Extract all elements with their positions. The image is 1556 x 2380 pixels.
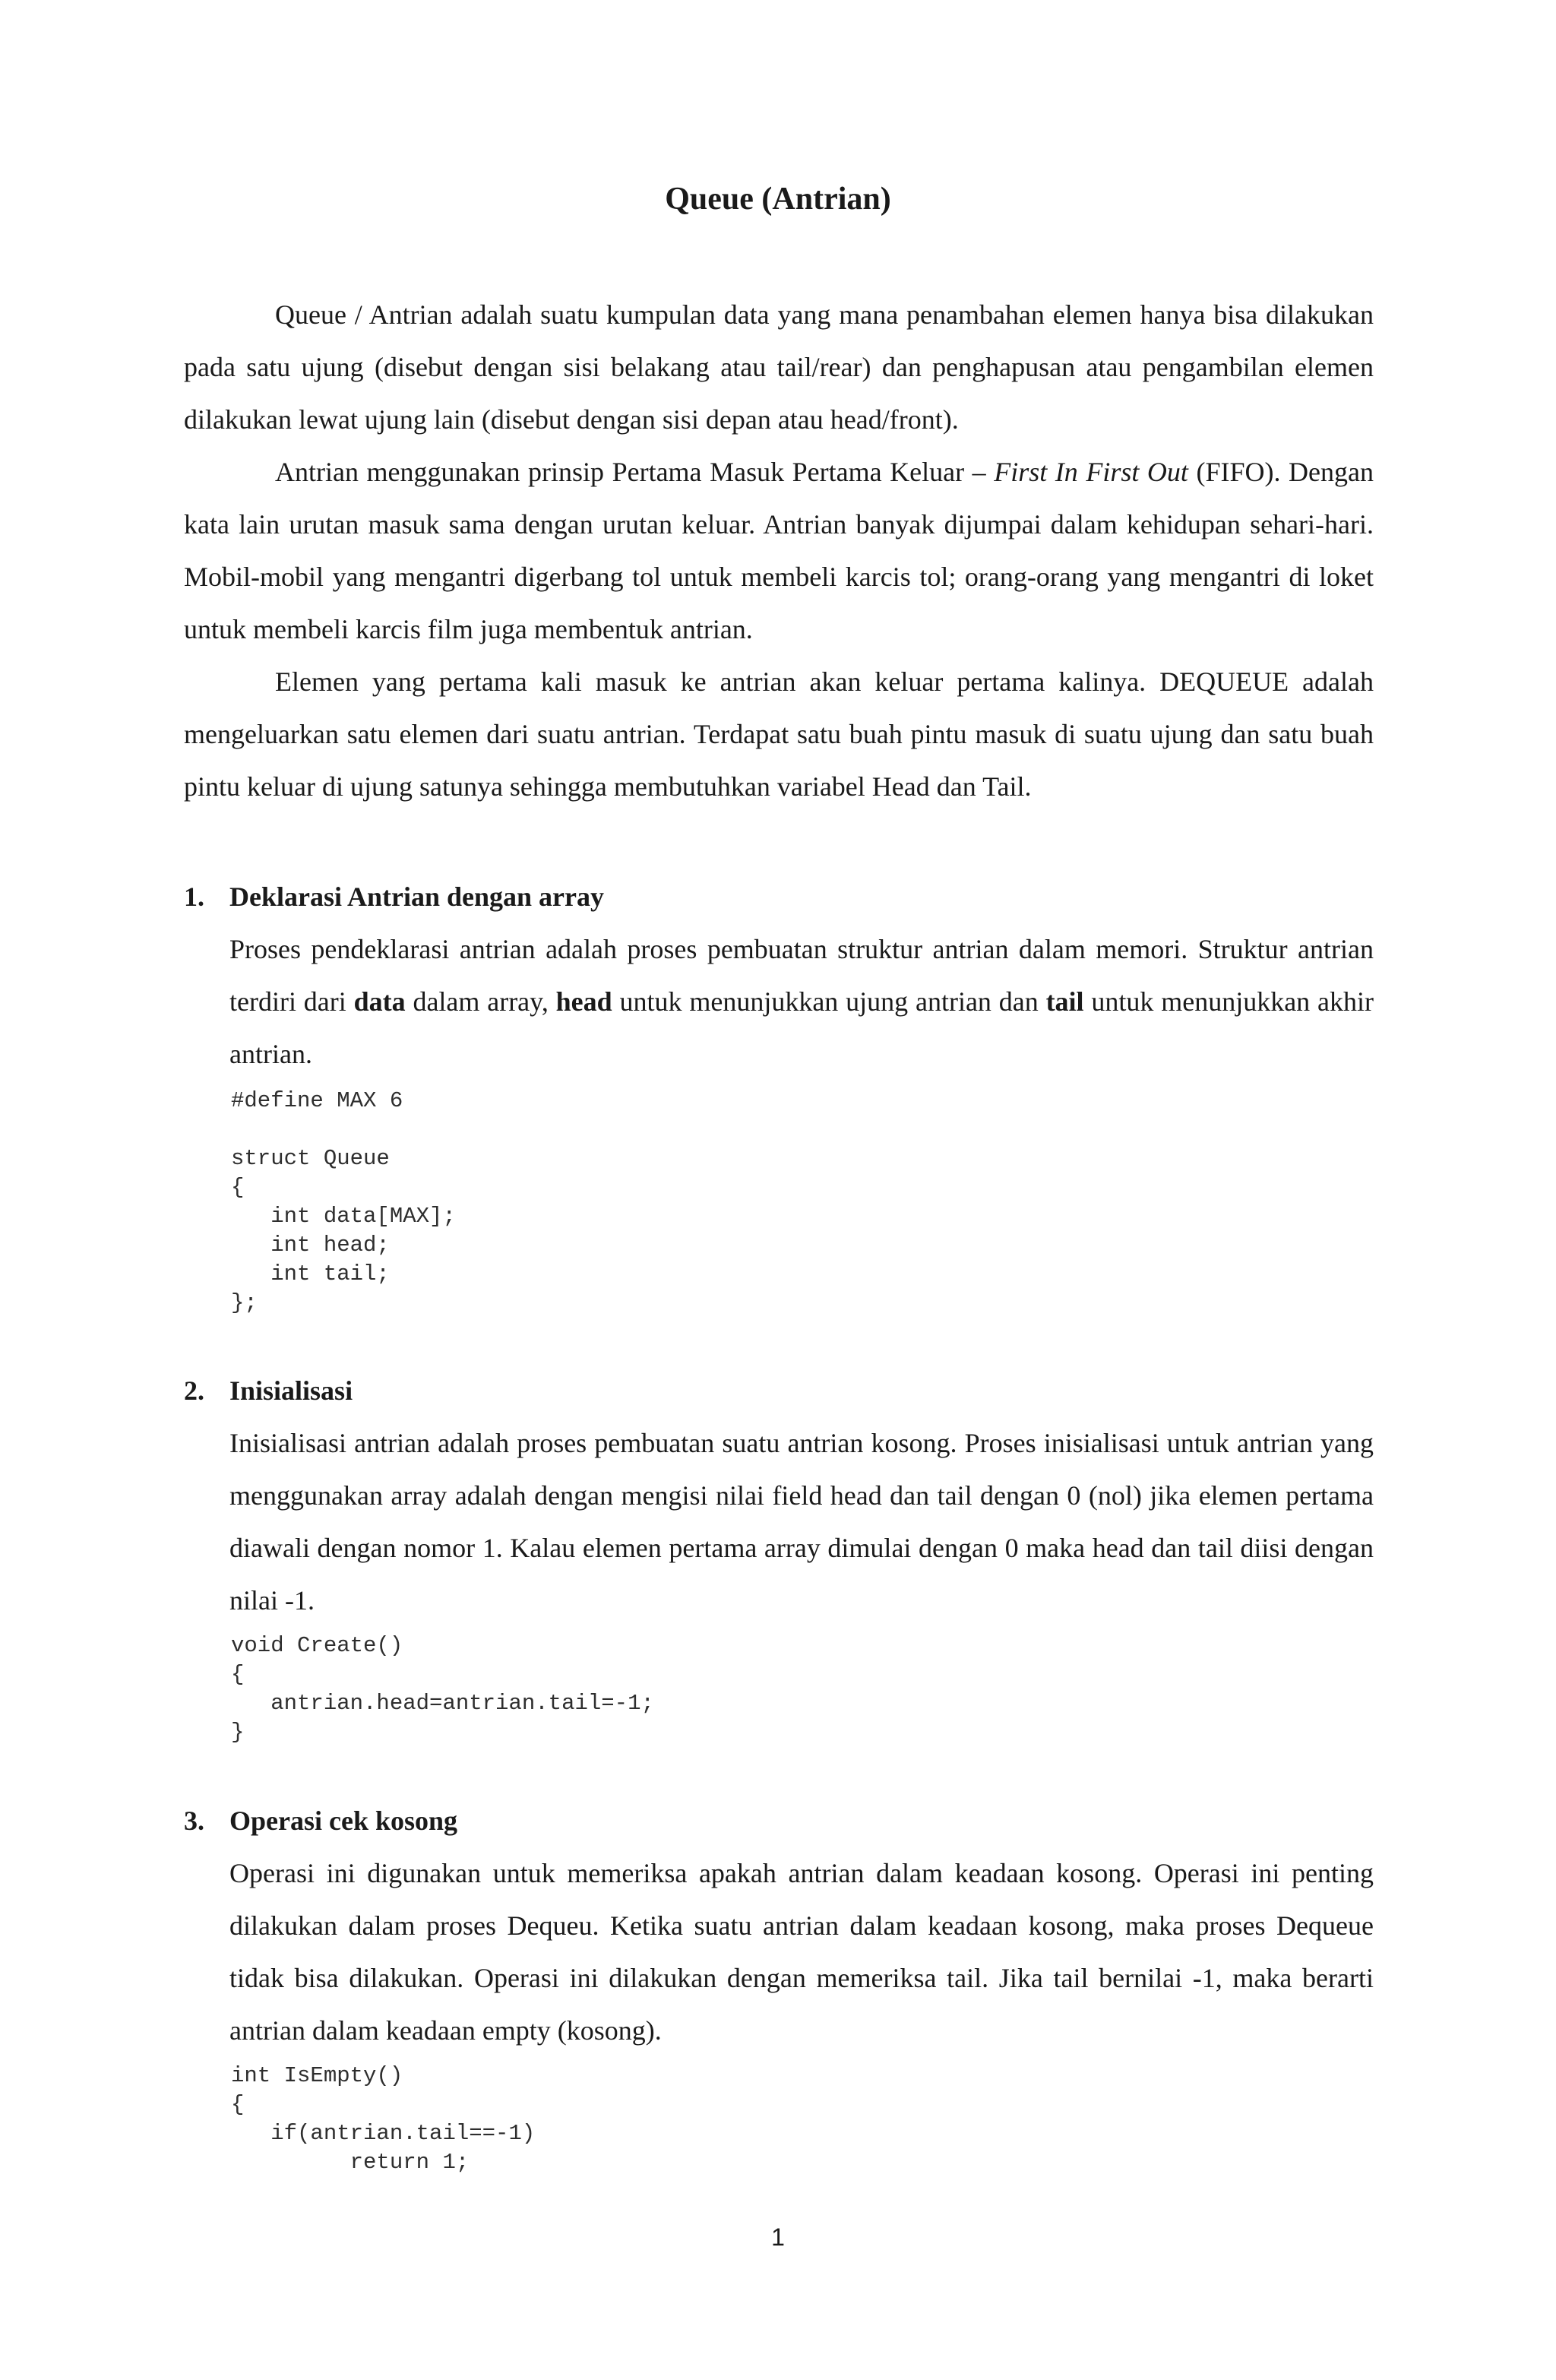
- body-text: untuk menunjukkan akhir antrian.: [229, 986, 1374, 1069]
- bold-term-tail: tail: [1045, 986, 1084, 1017]
- body-text: dalam array,: [405, 986, 556, 1017]
- section-2: [184, 1365, 1374, 1747]
- intro: [184, 289, 1374, 813]
- section-body: Inisialisasi antrian adalah proses pembuatan suatu antrian kosong. Proses inisialisasi untuk antrian yang menggunakan array adalah dengan mengisi nilai field head dan tail dengan 0 (nol) jika elemen pertama diawali dengan nomor 1. Kalau elemen pertama array dimulai dengan 0 maka head dan tail diisi dengan nilai -1.: [229, 1428, 1374, 1616]
- intro-paragraph-2: [184, 446, 1374, 656]
- section-3: [184, 1795, 1374, 2177]
- section-heading: [184, 1795, 1374, 1847]
- section-number: 2.: [184, 1375, 204, 1406]
- body-text: untuk menunjukkan ujung antrian dan: [612, 986, 1046, 1017]
- section-number: 3.: [184, 1806, 204, 1836]
- code-block: void Create() { antrian.head=antrian.tail=-1; }: [231, 1633, 654, 1745]
- section-title: Operasi cek kosong: [229, 1806, 458, 1836]
- page-number: 1: [771, 2223, 785, 2251]
- intro-paragraph-1: Queue / Antrian adalah suatu kumpulan data yang mana penambahan elemen hanya bisa dilakukan pada satu ujung (disebut dengan sisi belakang atau tail/rear) dan penghapusan atau pengambilan elemen dilakukan lewat ujung lain (disebut dengan sisi depan atau head/front).: [184, 299, 1374, 435]
- intro-p2-text: Antrian menggunakan prinsip Pertama Masuk Pertama Keluar –: [275, 457, 995, 487]
- body-text: Proses pendeklarasi antrian adalah proses pembuatan struktur antrian dalam memori. Struktur antrian terdiri dari: [229, 934, 1374, 1017]
- intro-p2-rest: (FIFO). Dengan kata lain urutan masuk sama dengan urutan keluar. Antrian banyak dijumpai dalam kehidupan sehari-hari. Mobil-mobil yang mengantri digerbang tol untuk membeli karcis tol; orang-orang yang mengantri di loket untuk membeli karcis film juga membentuk antrian.: [184, 457, 1374, 644]
- bold-term-head: head: [555, 986, 612, 1017]
- bold-term-data: data: [353, 986, 406, 1017]
- section-heading: [184, 1365, 1374, 1417]
- section-title: Inisialisasi: [229, 1375, 353, 1406]
- intro-paragraph-3: Elemen yang pertama kali masuk ke antrian akan keluar pertama kalinya. DEQUEUE adalah mengeluarkan satu elemen dari suatu antrian. Terdapat satu buah pintu masuk di suatu ujung dan satu buah pintu keluar di ujung satunya sehingga membutuhkan variabel Head dan Tail.: [184, 666, 1374, 802]
- code-block: int IsEmpty() { if(antrian.tail==-1) return 1;: [231, 2063, 536, 2175]
- code-block: #define MAX 6 struct Queue { int data[MAX]; int head; int tail; };: [231, 1088, 456, 1315]
- section-title: Deklarasi Antrian dengan array: [229, 881, 605, 912]
- section-1: [184, 871, 1374, 1318]
- section-body: [229, 923, 1374, 1081]
- fifo-term: First In First Out: [994, 457, 1188, 487]
- page-title: Queue (Antrian): [665, 182, 891, 217]
- section-heading: [184, 871, 1374, 923]
- section-number: 1.: [184, 881, 204, 912]
- section-body: Operasi ini digunakan untuk memeriksa apakah antrian dalam keadaan kosong. Operasi ini penting dilakukan dalam proses Dequeu. Ketika suatu antrian dalam keadaan kosong, maka proses Dequeue tidak bisa dilakukan. Operasi ini dilakukan dengan memeriksa tail. Jika tail bernilai -1, maka berarti antrian dalam keadaan empty (kosong).: [229, 1858, 1374, 2046]
